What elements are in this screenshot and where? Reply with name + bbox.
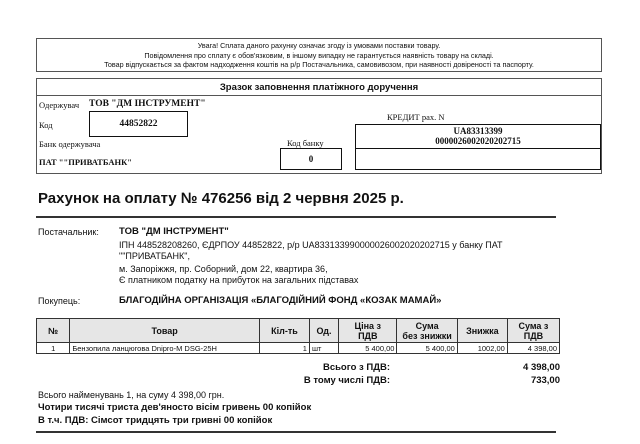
sample-title: Зразок заповнення платіжного доручення xyxy=(219,82,419,93)
bottom-rule xyxy=(36,431,556,433)
row-unit: шт xyxy=(309,343,338,354)
supplier-line-4: Є платником податку на прибуток на загальних підставах xyxy=(119,275,359,285)
goods-table xyxy=(36,318,560,354)
row-qty: 1 xyxy=(259,343,309,354)
code-label: Код xyxy=(39,120,53,130)
vat-value: 733,00 xyxy=(530,375,560,386)
recipient-name: ТОВ "ДМ ІНСТРУМЕНТ" xyxy=(89,99,206,109)
vat-label: В тому числі ПДВ: xyxy=(303,375,390,386)
title-rule xyxy=(36,216,556,218)
payment-sample xyxy=(36,78,602,174)
account-line-2: 0000026002020202715 xyxy=(435,136,521,146)
col-price-line2: ПДВ xyxy=(358,330,378,341)
total-label: Всього з ПДВ: xyxy=(322,362,390,373)
summary-words: Чотири тисячі триста дев'яносто вісім гривень 00 копійок xyxy=(38,402,312,413)
buyer-label: Покупець: xyxy=(38,296,81,306)
col-num: № xyxy=(37,319,70,343)
supplier-line-3: м. Запоріжжя, пр. Соборний, дом 22, квартира 36, xyxy=(119,264,328,274)
credit-label: КРЕДИТ рах. N xyxy=(387,112,445,122)
col-total-line1: Сума з xyxy=(518,320,549,331)
row-price: 5 400,00 xyxy=(339,343,397,354)
account-box xyxy=(355,124,601,170)
buyer-name: БЛАГОДІЙНА ОРГАНІЗАЦІЯ «БЛАГОДІЙНИЙ ФОНД «КОЗАК МАМАЙ» xyxy=(119,295,442,306)
col-product: Товар xyxy=(70,319,260,343)
row-total: 4 398,00 xyxy=(507,343,559,354)
col-sum xyxy=(397,319,457,343)
summary-vat-words: В т.ч. ПДВ: Сімсот тридцять три гривні 00 копійок xyxy=(38,415,273,426)
account-divider xyxy=(356,148,600,149)
bank-code-value: 0 xyxy=(280,148,342,170)
row-product: Бензопила ланцюгова Dnipro-M DSG-25H xyxy=(70,343,260,354)
recipient-label: Одержувач xyxy=(39,100,80,110)
sample-divider xyxy=(37,95,601,96)
col-unit: Од. xyxy=(309,319,338,343)
total-value: 4 398,00 xyxy=(523,362,560,373)
col-price xyxy=(339,319,397,343)
row-num: 1 xyxy=(37,343,70,354)
col-total-line2: ПДВ xyxy=(523,330,544,341)
bank-code-label: Код банку xyxy=(287,138,324,148)
payment-notice xyxy=(36,38,602,72)
summary-count: Всього найменувань 1, на суму 4 398,00 грн. xyxy=(38,390,225,400)
table-row xyxy=(37,343,560,354)
col-total xyxy=(507,319,559,343)
supplier-line-2: ""ПРИВАТБАНК", xyxy=(119,251,190,261)
notice-line-1: Увага! Сплата даного рахунку означає згоду із умовами поставки товару. xyxy=(197,41,441,50)
code-value: 44852822 xyxy=(89,111,188,137)
col-sum-line2: без знижки xyxy=(402,330,452,341)
supplier-label: Постачальник: xyxy=(38,227,99,237)
bank-name: ПАТ ""ПРИВАТБАНК" xyxy=(39,157,132,167)
row-sum-no-discount: 5 400,00 xyxy=(397,343,457,354)
col-price-line1: Ціна з xyxy=(354,320,381,331)
col-sum-line1: Сума xyxy=(415,320,439,331)
col-qty: Кіл-ть xyxy=(259,319,309,343)
notice-line-3: Товар відпускається за фактом надходження коштів на р/р Постачальника, самовивозом, при наявності довіреності та паспорту. xyxy=(104,60,534,70)
notice-line-2: Повідомлення про сплату є обов'язковим, в іншому випадку не гарантується наявність товару на складі. xyxy=(144,50,494,60)
col-discount: Знижка xyxy=(457,319,507,343)
supplier-name: ТОВ "ДМ ІНСТРУМЕНТ" xyxy=(119,226,229,237)
table-header-row xyxy=(37,319,560,343)
account-line-1: UA83313399 xyxy=(453,126,503,136)
invoice-title: Рахунок на оплату № 476256 від 2 червня 2025 р. xyxy=(38,190,404,207)
supplier-line-1: ІПН 448528208260, ЄДРПОУ 44852822, р/р UA833133990000026002020202715 у банку ПАТ xyxy=(119,240,503,250)
bank-label: Банк одержувача xyxy=(39,139,101,149)
row-discount: 1002,00 xyxy=(457,343,507,354)
